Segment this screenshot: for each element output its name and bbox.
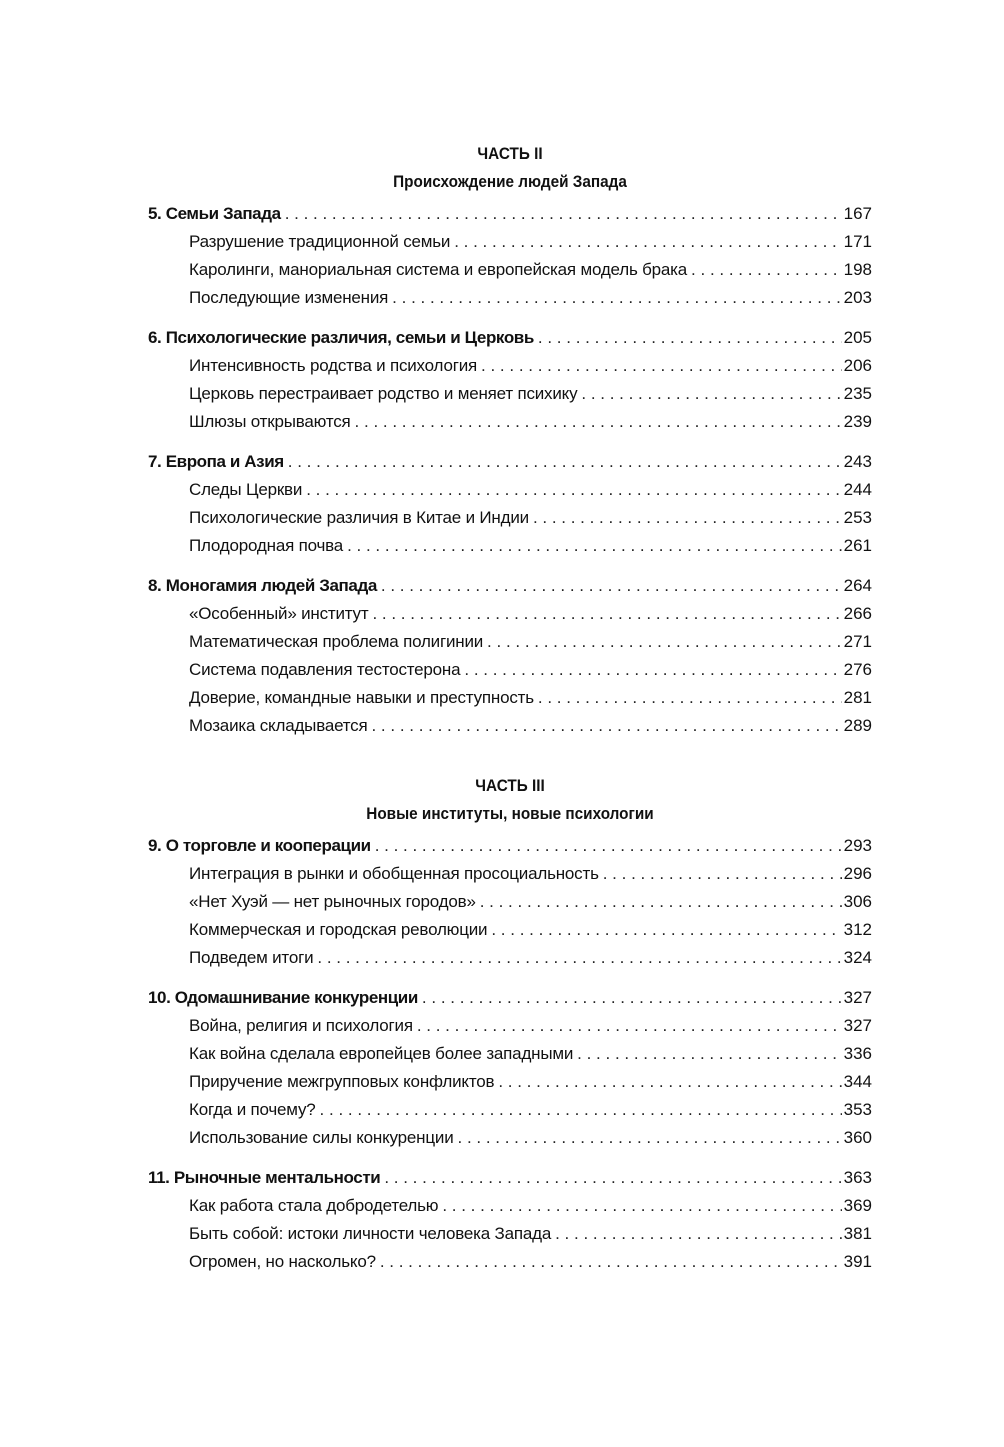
section-title: Разрушение традиционной семьи	[189, 232, 451, 251]
dot-leader	[573, 1044, 841, 1064]
page-number: 336	[843, 1044, 872, 1063]
page-number: 271	[843, 632, 872, 651]
dot-leader	[343, 536, 842, 556]
dot-leader	[551, 1224, 842, 1244]
chapter-title: 9. О торговле и кооперации	[148, 836, 371, 855]
section-title: Использование силы конкуренции	[189, 1128, 454, 1147]
page-number: 206	[843, 356, 872, 375]
dot-leader	[483, 632, 842, 652]
dot-leader	[599, 864, 842, 884]
section-entry[interactable]	[148, 508, 872, 536]
dot-leader	[413, 1016, 842, 1036]
part-title: Происхождение людей Запада	[393, 172, 627, 191]
section-entry[interactable]	[148, 1016, 872, 1044]
chapter-group	[148, 452, 872, 564]
dot-leader	[371, 836, 842, 856]
dot-leader	[477, 356, 842, 376]
section-entry[interactable]	[148, 1224, 872, 1252]
section-entry[interactable]	[148, 412, 872, 440]
section-entry[interactable]	[148, 1044, 872, 1072]
dot-leader	[529, 508, 842, 528]
page-number: 205	[843, 328, 872, 347]
chapter-entry[interactable]	[148, 204, 872, 232]
part-heading	[148, 140, 872, 196]
dot-leader	[367, 716, 841, 736]
page-number: 171	[843, 232, 872, 251]
section-entry[interactable]	[148, 920, 872, 948]
section-title: Система подавления тестостерона	[189, 660, 461, 679]
section-entry[interactable]	[148, 1128, 872, 1156]
section-title: Математическая проблема полигинии	[189, 632, 484, 651]
page-number: 239	[843, 412, 872, 431]
page-number: 312	[843, 920, 872, 939]
chapter-title: 7. Европа и Азия	[148, 452, 284, 471]
chapter-entry[interactable]	[148, 452, 872, 480]
chapter-group	[148, 1168, 872, 1280]
section-entry[interactable]	[148, 1100, 872, 1128]
section-title: Психологические различия в Китае и Индии	[189, 508, 529, 527]
chapter-entry[interactable]	[148, 988, 872, 1016]
section-title: Война, религия и психология	[189, 1016, 413, 1035]
section-entry[interactable]	[148, 604, 872, 632]
section-title: Подведем итоги	[189, 948, 314, 967]
chapter-entry[interactable]	[148, 836, 872, 864]
section-title: Следы Церкви	[189, 480, 303, 499]
chapter-title: 11. Рыночные ментальности	[148, 1168, 381, 1187]
dot-leader	[284, 452, 842, 472]
page-number: 327	[843, 988, 872, 1007]
dot-leader	[438, 1196, 841, 1216]
chapter-group	[148, 328, 872, 440]
page-number: 203	[843, 288, 872, 307]
dot-leader	[281, 204, 842, 224]
dot-leader	[368, 604, 841, 624]
page-number: 235	[843, 384, 872, 403]
page-number: 281	[843, 688, 872, 707]
page-number: 244	[843, 480, 872, 499]
section-title: Как работа стала добродетелью	[189, 1196, 439, 1215]
dot-leader	[687, 260, 842, 280]
page-number: 253	[843, 508, 872, 527]
page-number: 276	[843, 660, 872, 679]
section-title: Последующие изменения	[189, 288, 389, 307]
page-number: 363	[843, 1168, 872, 1187]
section-title: Доверие, командные навыки и преступность	[189, 688, 534, 707]
dot-leader	[534, 328, 842, 348]
section-title: Когда и почему?	[189, 1100, 316, 1119]
part-title: Новые институты, новые психологии	[366, 804, 654, 823]
page-number: 198	[843, 260, 872, 279]
chapter-title: 6. Психологические различия, семьи и Церковь	[148, 328, 534, 347]
page-number: 296	[843, 864, 872, 883]
page-number: 266	[843, 604, 872, 623]
dot-leader	[476, 892, 842, 912]
chapter-group	[148, 988, 872, 1156]
section-entry[interactable]	[148, 384, 872, 412]
chapter-group	[148, 576, 872, 744]
section-entry[interactable]	[148, 948, 872, 976]
page-number: 306	[843, 892, 872, 911]
part-heading	[148, 772, 872, 828]
dot-leader	[316, 1100, 842, 1120]
section-entry[interactable]	[148, 232, 872, 260]
page-number: 360	[843, 1128, 872, 1147]
page-number: 369	[843, 1196, 872, 1215]
dot-leader	[418, 988, 842, 1008]
dot-leader	[313, 948, 841, 968]
part-block	[148, 140, 872, 744]
page-number: 261	[843, 536, 872, 555]
chapter-entry[interactable]	[148, 576, 872, 604]
dot-leader	[577, 384, 841, 404]
page-number: 391	[843, 1252, 872, 1271]
section-title: Каролинги, манориальная система и европейская модель брака	[189, 260, 688, 279]
dot-leader	[377, 576, 842, 596]
chapter-title: 5. Семьи Запада	[148, 204, 281, 223]
part-label: ЧАСТЬ III	[475, 776, 545, 795]
section-title: Шлюзы открываются	[189, 412, 351, 431]
page-number: 243	[843, 452, 872, 471]
section-title: «Нет Хуэй — нет рыночных городов»	[189, 892, 476, 911]
dot-leader	[380, 1168, 841, 1188]
table-of-contents	[148, 140, 872, 1280]
section-entry[interactable]	[148, 1252, 872, 1280]
dot-leader	[450, 232, 841, 252]
section-entry[interactable]	[148, 660, 872, 688]
section-entry[interactable]	[148, 632, 872, 660]
section-title: Церковь перестраивает родство и меняет психику	[189, 384, 578, 403]
page-number: 324	[843, 948, 872, 967]
section-entry[interactable]	[148, 356, 872, 384]
part-block	[148, 772, 872, 1280]
section-title: Интенсивность родства и психология	[189, 356, 478, 375]
page-number: 344	[843, 1072, 872, 1091]
section-entry[interactable]	[148, 1196, 872, 1224]
dot-leader	[534, 688, 842, 708]
dot-leader	[388, 288, 841, 308]
section-title: Как война сделала европейцев более западными	[189, 1044, 574, 1063]
page-number: 327	[843, 1016, 872, 1035]
dot-leader	[302, 480, 841, 500]
section-entry[interactable]	[148, 288, 872, 316]
section-title: Коммерческая и городская революции	[189, 920, 488, 939]
dot-leader	[351, 412, 842, 432]
chapter-title: 10. Одомашнивание конкуренции	[148, 988, 418, 1007]
chapter-title: 8. Моногамия людей Запада	[148, 576, 377, 595]
section-title: Огромен, но насколько?	[189, 1252, 376, 1271]
part-label: ЧАСТЬ II	[477, 144, 543, 163]
section-entry[interactable]	[148, 260, 872, 288]
page-number: 381	[843, 1224, 872, 1243]
section-entry[interactable]	[148, 688, 872, 716]
dot-leader	[494, 1072, 841, 1092]
section-title: Приручение межгрупповых конфликтов	[189, 1072, 495, 1091]
section-entry[interactable]	[148, 864, 872, 892]
section-entry[interactable]	[148, 480, 872, 508]
chapter-group	[148, 204, 872, 316]
chapter-group	[148, 836, 872, 976]
section-title: Быть собой: истоки личности человека Запада	[189, 1224, 552, 1243]
page-number: 293	[843, 836, 872, 855]
page-number: 264	[843, 576, 872, 595]
section-title: Мозаика складывается	[189, 716, 368, 735]
dot-leader	[460, 660, 841, 680]
section-title: «Особенный» институт	[189, 604, 369, 623]
page-number: 289	[843, 716, 872, 735]
page-number: 353	[843, 1100, 872, 1119]
section-title: Плодородная почва	[189, 536, 344, 555]
section-entry[interactable]	[148, 892, 872, 920]
dot-leader	[376, 1252, 842, 1272]
chapter-entry[interactable]	[148, 1168, 872, 1196]
chapter-entry[interactable]	[148, 328, 872, 356]
dot-leader	[487, 920, 841, 940]
dot-leader	[454, 1128, 842, 1148]
section-entry[interactable]	[148, 1072, 872, 1100]
section-entry[interactable]	[148, 536, 872, 564]
section-entry[interactable]	[148, 716, 872, 744]
section-title: Интеграция в рынки и обобщенная просоциальность	[189, 864, 599, 883]
page-number: 167	[843, 204, 872, 223]
